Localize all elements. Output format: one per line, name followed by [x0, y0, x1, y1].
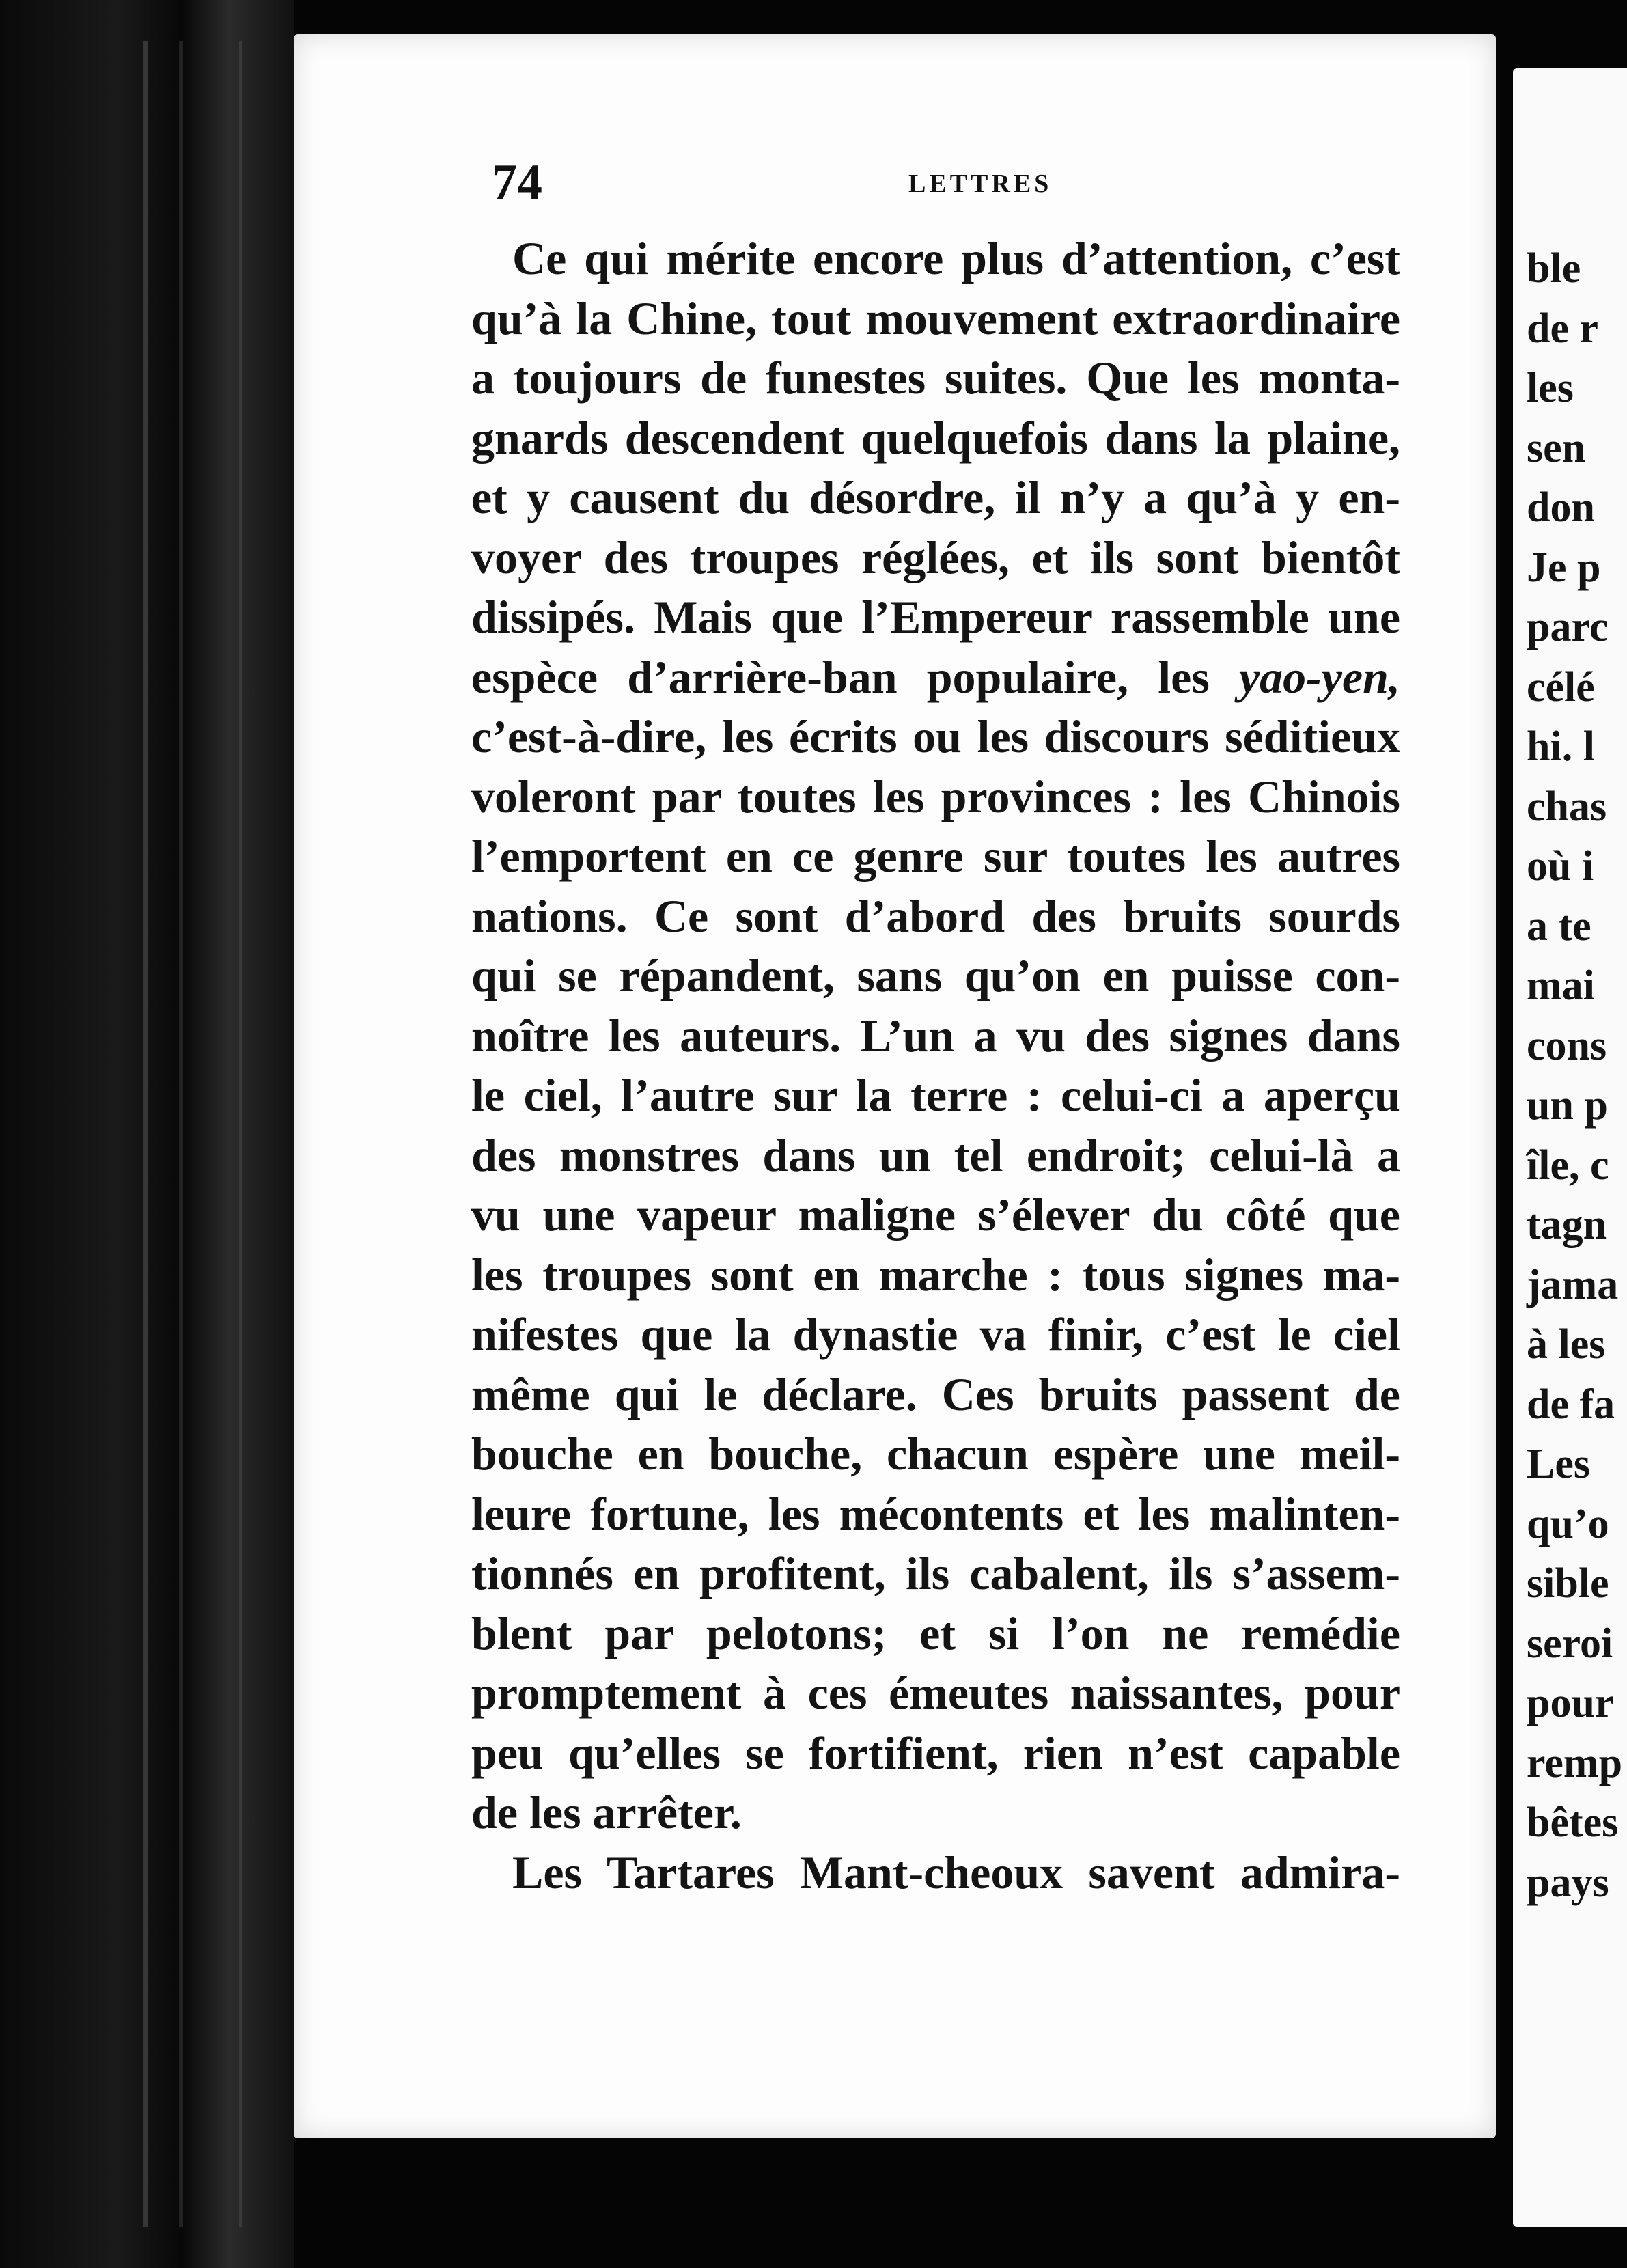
text-line: Ce qui mérite encore plus d’attention, c’est	[512, 232, 1400, 284]
text-line: le ciel, l’autre sur la terre : celui-ci a aperçu	[471, 1069, 1400, 1121]
text-fragment: bêtes	[1527, 1799, 1619, 1846]
text-fragment: pour	[1527, 1680, 1614, 1726]
text-line: les troupes sont en marche : tous signes ma-	[471, 1248, 1400, 1301]
text-fragment: chas	[1527, 783, 1607, 830]
text-line: de les arrêter.	[471, 1786, 742, 1838]
body-text	[471, 229, 1400, 1903]
spine-edge	[179, 41, 183, 2227]
text-fragment: mai	[1527, 963, 1595, 1009]
text-line: voleront par toutes les provinces : les Chinois	[471, 770, 1400, 822]
text-line: a toujours de funestes suites. Que les monta-	[471, 352, 1400, 404]
text-fragment: sible	[1527, 1560, 1609, 1607]
running-head: LETTRES	[908, 169, 1053, 198]
facing-page-text	[1527, 239, 1622, 1913]
text-fragment: les	[1527, 365, 1574, 411]
text-line: peu qu’elles se fortifient, rien n’est capable	[471, 1726, 1400, 1779]
spine-edge	[143, 41, 148, 2227]
text-segment: espèce d’arrière-ban populaire, les	[471, 650, 1239, 703]
text-fragment: ble	[1527, 245, 1581, 292]
text-line: et y causent du désordre, il n’y a qu’à y en-	[471, 471, 1400, 523]
text-fragment: parc	[1527, 604, 1609, 650]
text-fragment: a te	[1527, 902, 1591, 950]
italic-term: yao-yen,	[1238, 650, 1400, 703]
text-fragment: de r	[1527, 305, 1599, 352]
text-line: l’emportent en ce genre sur toutes les autres	[471, 830, 1400, 882]
text-fragment: remp	[1527, 1739, 1623, 1786]
text-line: qu’à la Chine, tout mouvement extraordinaire	[471, 292, 1400, 344]
text-line: nifestes que la dynastie va finir, c’est le ciel	[471, 1308, 1400, 1360]
text-fragment: sen	[1527, 424, 1586, 471]
page-number: 74	[492, 154, 542, 210]
text-fragment: île, c	[1527, 1142, 1609, 1189]
text-line: promptement à ces émeutes naissantes, pour	[471, 1667, 1400, 1719]
text-fragment: célé	[1527, 663, 1595, 710]
text-fragment: cons	[1527, 1022, 1607, 1069]
spine-edge	[239, 41, 242, 2227]
text-line: bouche en bouche, chacun espère une meil-	[471, 1428, 1400, 1480]
text-line: dissipés. Mais que l’Empereur rassemble une	[471, 591, 1400, 643]
text-fragment: qu’o	[1527, 1500, 1609, 1547]
text-line: c’est-à-dire, les écrits ou les discours séditieux	[471, 710, 1400, 762]
text-line: blent par pelotons; et si l’on ne remédie	[471, 1607, 1400, 1659]
text-fragment: à les	[1527, 1321, 1606, 1368]
text-fragment: où i	[1527, 843, 1594, 889]
text-line: Les Tartares Mant-cheoux savent admira-	[512, 1846, 1400, 1898]
text-fragment: tagn	[1527, 1202, 1607, 1248]
text-line: même qui le déclare. Ces bruits passent de	[471, 1368, 1400, 1420]
text-fragment: Les	[1527, 1441, 1590, 1487]
text-line: vu une vapeur maligne s’élever du côté que	[471, 1189, 1400, 1241]
text-line-with-italic	[471, 648, 1400, 708]
text-fragment: don	[1527, 484, 1595, 531]
text-fragment: seroi	[1527, 1620, 1613, 1667]
text-line: noître les auteurs. L’un a vu des signes dans	[471, 1009, 1400, 1062]
text-line: voyer des troupes réglées, et ils sont bientôt	[471, 531, 1400, 583]
book-spine	[0, 0, 294, 2268]
text-line: qui se répandent, sans qu’on en puisse con-	[471, 950, 1400, 1001]
text-fragment: un p	[1527, 1082, 1608, 1129]
text-fragment: jama	[1527, 1261, 1619, 1308]
text-fragment: hi. l	[1527, 723, 1595, 770]
text-fragment: Je p	[1527, 544, 1601, 591]
page-header	[492, 154, 1366, 229]
text-line: nations. Ce sont d’abord des bruits sourds	[471, 889, 1400, 942]
text-line: tionnés en profitent, ils cabalent, ils s’assem-	[471, 1547, 1400, 1599]
facing-page	[1513, 68, 1627, 2227]
text-line: gnards descendent quelquefois dans la plaine,	[471, 411, 1400, 464]
text-line: des monstres dans un tel endroit; celui-là a	[471, 1129, 1400, 1181]
text-fragment: pays	[1527, 1859, 1609, 1906]
text-line: leure fortune, les mécontents et les malinten-	[471, 1487, 1400, 1540]
left-page	[294, 34, 1496, 2138]
text-fragment: de fa	[1527, 1381, 1615, 1428]
